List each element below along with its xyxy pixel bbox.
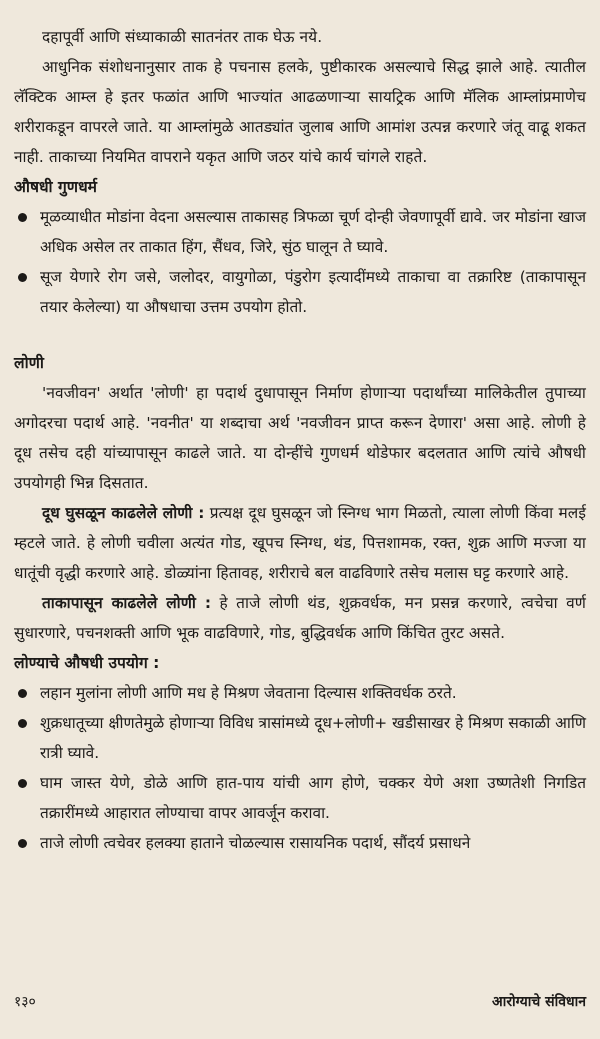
- loni-paragraph: 'नवजीवन' अर्थात 'लोणी' हा पदार्थ दुधापासून निर्माण होणाऱ्या पदार्थांच्या मालिकेतील तुपाच्या अगोदरचा पदार्थ आहे. 'नवनीत' या शब्दाचा अर्थ 'नवजीवन प्राप्त करून देणारा' असा आहे. लोणी हे दूध तसेच दही यांच्यापासून काढले जाते. या दोन्हींचे गुणधर्म थोडेफार बदलतात आणि त्यांचे औषधी उपयोगही भिन्न दिसतात.: [14, 384, 586, 492]
- list-item: [14, 828, 586, 858]
- bullet-icon: [18, 213, 27, 222]
- buttermilk-butter-label: ताकापासून काढलेले लोणी :: [42, 594, 212, 612]
- medicinal-list: [14, 202, 586, 322]
- intro-paragraph: आधुनिक संशोधनानुसार ताक हे पचनास हलके, पुष्टीकारक असल्याचे सिद्ध झाले आहे. त्यातील लॅक्टिक आम्ल हे इतर फळांत आणि भाज्यांत आढळणाऱ्या सायट्रिक आणि मॅलिक आम्लांप्रमाणेच शरीराकडून वापरले जाते. या आम्लांमुळे आतड्यांत जुलाब आणि आमांश उत्पन्न करणारे जंतू वाढू शकत नाही. ताकाच्या नियमित वापराने यकृत आणि जठर यांचे कार्य चांगले राहते.: [14, 58, 586, 166]
- list-item: [14, 708, 586, 768]
- uses-list: [14, 678, 586, 858]
- list-item-text: ताजे लोणी त्वचेवर हलक्या हाताने चोळल्यास रासायनिक पदार्थ, सौंदर्य प्रसाधने: [40, 834, 471, 852]
- milk-butter-paragraph: [14, 498, 586, 588]
- list-item-text: घाम जास्त येणे, डोळे आणि हात-पाय यांची आग होणे, चक्कर येणे अशा उष्णतेशी निगडित तक्रारींमध्ये आहारात लोण्याचा वापर आवर्जून करावा.: [40, 774, 586, 822]
- list-item: [14, 262, 586, 322]
- page-footer: [14, 992, 586, 1012]
- intro-first-line: दहापूर्वी आणि संध्याकाळी सातनंतर ताक घेऊ नये.: [42, 28, 323, 46]
- book-title: आरोग्याचे संविधान: [492, 994, 586, 1010]
- milk-butter-text: प्रत्यक्ष दूध घुसळून जो स्निग्ध भाग मिळतो, त्याला लोणी किंवा मलई म्हटले जाते. हे लोणी चवीला अत्यंत गोड, खूपच स्निग्ध, थंड, पित्तशामक, रक्त, शुक्र आणि मज्जा या धातूंची वृद्धी करणारे आहे. डोळ्यांना हितावह, शरीराचे बल वाढविणारे तसेच मलास घट्ट करणारे आहे.: [14, 504, 586, 582]
- list-item-text: लहान मुलांना लोणी आणि मध हे मिश्रण जेवताना दिल्यास शक्तिवर्धक ठरते.: [40, 684, 457, 702]
- list-item-text: सूज येणारे रोग जसे, जलोदर, वायुगोळा, पंडुरोग इत्यादींमध्ये ताकाचा वा तक्रारिष्ट (ताकापासून तयार केलेल्या) या औषधाचा उत्तम उपयोग होतो.: [40, 268, 586, 316]
- medicinal-heading: औषधी गुणधर्म: [14, 178, 97, 196]
- bullet-icon: [18, 839, 27, 848]
- loni-heading: लोणी: [14, 354, 44, 372]
- page-number: १३०: [14, 994, 36, 1010]
- buttermilk-butter-text: हे ताजे लोणी थंड, शुक्रवर्धक, मन प्रसन्न करणारे, त्वचेचा वर्ण सुधारणारे, पचनशक्ती आणि भूक वाढविणारे, गोड, बुद्धिवर्धक आणि किंचित तुरट असते.: [14, 594, 586, 642]
- list-item: [14, 202, 586, 262]
- uses-heading: लोण्याचे औषधी उपयोग :: [14, 654, 160, 672]
- milk-butter-label: दूध घुसळून काढलेले लोणी :: [42, 504, 205, 522]
- buttermilk-butter-paragraph: [14, 588, 586, 648]
- bullet-icon: [18, 719, 27, 728]
- list-item-text: शुक्रधातूच्या क्षीणतेमुळे होणाऱ्या विविध त्रासांमध्ये दूध+लोणी+ खडीसाखर हे मिश्रण सकाळी आणि रात्री घ्यावे.: [40, 714, 586, 762]
- bullet-icon: [18, 689, 27, 698]
- list-item-text: मूळव्याधीत मोडांना वेदना असल्यास ताकासह त्रिफळा चूर्ण दोन्ही जेवणापूर्वी द्यावे. जर मोडांना खाज अधिक असेल तर ताकात हिंग, सैंधव, जिरे, सुंठ घालून ते घ्यावे.: [40, 208, 586, 256]
- list-item: [14, 678, 586, 708]
- bullet-icon: [18, 273, 27, 282]
- list-item: [14, 768, 586, 828]
- bullet-icon: [18, 779, 27, 788]
